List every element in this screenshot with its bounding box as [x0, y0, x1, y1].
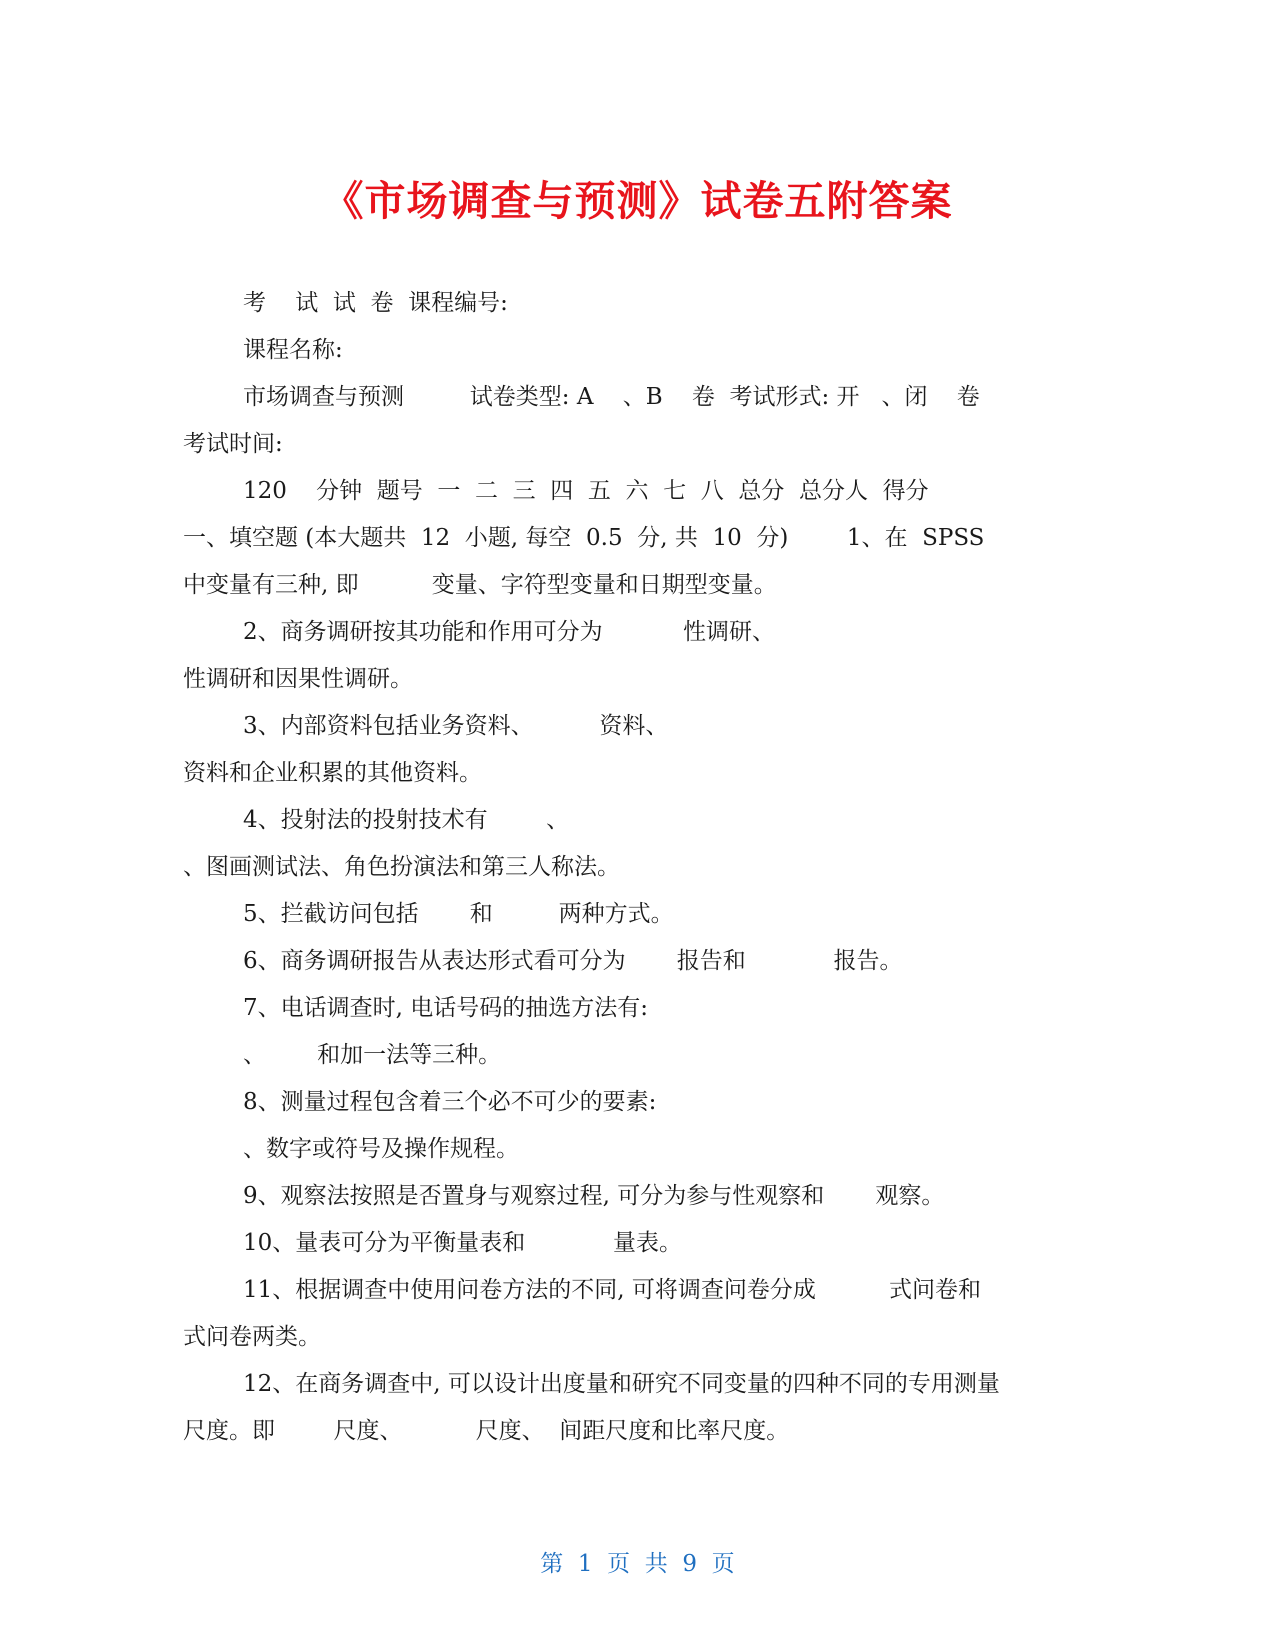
- question-line: 、数字或符号及操作规程。: [243, 1136, 519, 1162]
- document-title: 《市场调查与预测》试卷五附答案: [322, 177, 953, 225]
- question-line: 12、在商务调查中, 可以设计出度量和研究不同变量的四种不同的专用测量: [243, 1371, 1000, 1397]
- question-line: 、图画测试法、角色扮演法和第三人称法。: [183, 854, 620, 880]
- page-number-footer: 第 1 页 共 9 页: [540, 1551, 735, 1577]
- question-line: 、 和加一法等三种。: [243, 1042, 502, 1068]
- course-name-line: 课程名称:: [243, 337, 343, 363]
- question-line: 6、商务调研报告从表达形式看可分为 报告和 报告。: [243, 948, 903, 974]
- exam-header-line: 考 试 试 卷 课程编号:: [243, 290, 508, 316]
- question-line: 资料和企业积累的其他资料。: [183, 760, 482, 786]
- question-line: 4、投射法的投射技术有 、: [243, 807, 570, 833]
- question-line: 式问卷两类。: [183, 1324, 321, 1350]
- question-line: 5、拦截访问包括 和 两种方式。: [243, 901, 674, 927]
- question-line: 2、商务调研按其功能和作用可分为 性调研、: [243, 619, 776, 645]
- exam-type-line: 市场调查与预测 试卷类型: A 、B 卷 考试形式: 开 、闭 卷: [243, 384, 980, 410]
- question-line: 3、内部资料包括业务资料、 资料、: [243, 713, 669, 739]
- score-table-line: 120 分钟 题号 一 二 三 四 五 六 七 八 总分 总分人 得分: [243, 478, 929, 504]
- question-line: 8、测量过程包含着三个必不可少的要素:: [243, 1089, 657, 1115]
- question-line: 中变量有三种, 即 变量、字符型变量和日期型变量。: [183, 572, 777, 598]
- question-line: 尺度。即 尺度、 尺度、 间距尺度和比率尺度。: [183, 1418, 790, 1444]
- exam-time-line: 考试时间:: [183, 431, 283, 457]
- question-line: 10、量表可分为平衡量表和 量表。: [243, 1230, 682, 1256]
- question-line: 9、观察法按照是否置身与观察过程, 可分为参与性观察和 观察。: [243, 1183, 945, 1209]
- question-line: 11、根据调查中使用问卷方法的不同, 可将调查问卷分成 式问卷和: [243, 1277, 981, 1303]
- section-heading-line: 一、填空题 (本大题共 12 小题, 每空 0.5 分, 共 10 分) 1、在 SPSS: [183, 525, 985, 551]
- question-line: 7、电话调查时, 电话号码的抽选方法有:: [243, 995, 649, 1021]
- question-line: 性调研和因果性调研。: [183, 666, 413, 692]
